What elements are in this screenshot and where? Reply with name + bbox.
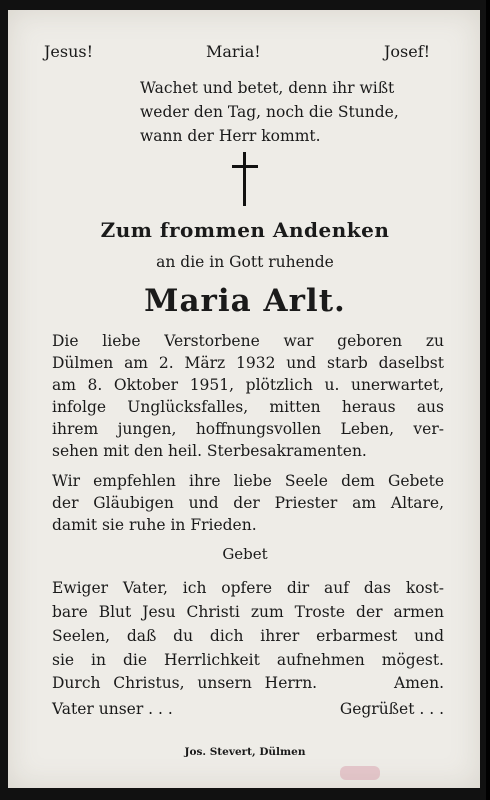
prayer-line: bare Blut Jesu Christi zum Troste der armen <box>52 603 444 621</box>
verse-line: wann der Herr kommt. <box>140 127 321 145</box>
cross-icon <box>227 152 263 206</box>
header-maria: Maria! <box>206 42 261 61</box>
card-edge <box>486 0 490 800</box>
closing-left: Vater unser . . . <box>52 700 173 718</box>
prayer-line: sie in die Herrlichkeit aufnehmen mögest. <box>52 651 444 669</box>
stain <box>340 766 380 780</box>
prayer-line: Seelen, daß du dich ihrer erbarmest und <box>52 627 444 645</box>
printer-credit: Jos. Stevert, Dülmen <box>184 746 306 758</box>
bio-line: infolge Unglücksfalles, mitten heraus aus <box>52 398 444 416</box>
bio-line: ihrem jungen, hoffnungsvollen Leben, ver- <box>52 420 444 438</box>
plea-line: damit sie ruhe in Frieden. <box>52 516 257 534</box>
deceased-name: Maria Arlt. <box>144 283 346 319</box>
prayer-line: Ewiger Vater, ich opfere dir auf das kost- <box>52 579 444 597</box>
header-jesus: Jesus! <box>44 42 94 61</box>
prayer-line: Durch Christus, unsern Herrn. Amen. <box>52 674 444 692</box>
memorial-subtitle: an die in Gott ruhende <box>156 253 334 271</box>
bio-line: sehen mit den heil. Sterbesakramenten. <box>52 442 367 460</box>
prayer-heading: Gebet <box>222 545 268 563</box>
plea-line: Wir empfehlen ihre liebe Seele dem Gebete <box>52 472 444 490</box>
closing-right: Gegrüßet . . . <box>339 700 444 718</box>
header-josef: Josef! <box>384 42 431 61</box>
bio-line: Dülmen am 2. März 1932 und starb daselbst <box>52 354 444 372</box>
verse-line: Wachet und betet, denn ihr wißt <box>140 79 395 97</box>
plea-line: der Gläubigen und der Priester am Altare, <box>52 494 444 512</box>
verse-line: weder den Tag, noch die Stunde, <box>140 103 399 121</box>
bio-line: Die liebe Verstorbene war geboren zu <box>52 332 444 350</box>
bio-line: am 8. Oktober 1951, plötzlich u. unerwartet, <box>52 376 444 394</box>
memorial-title: Zum frommen Andenken <box>100 218 390 242</box>
